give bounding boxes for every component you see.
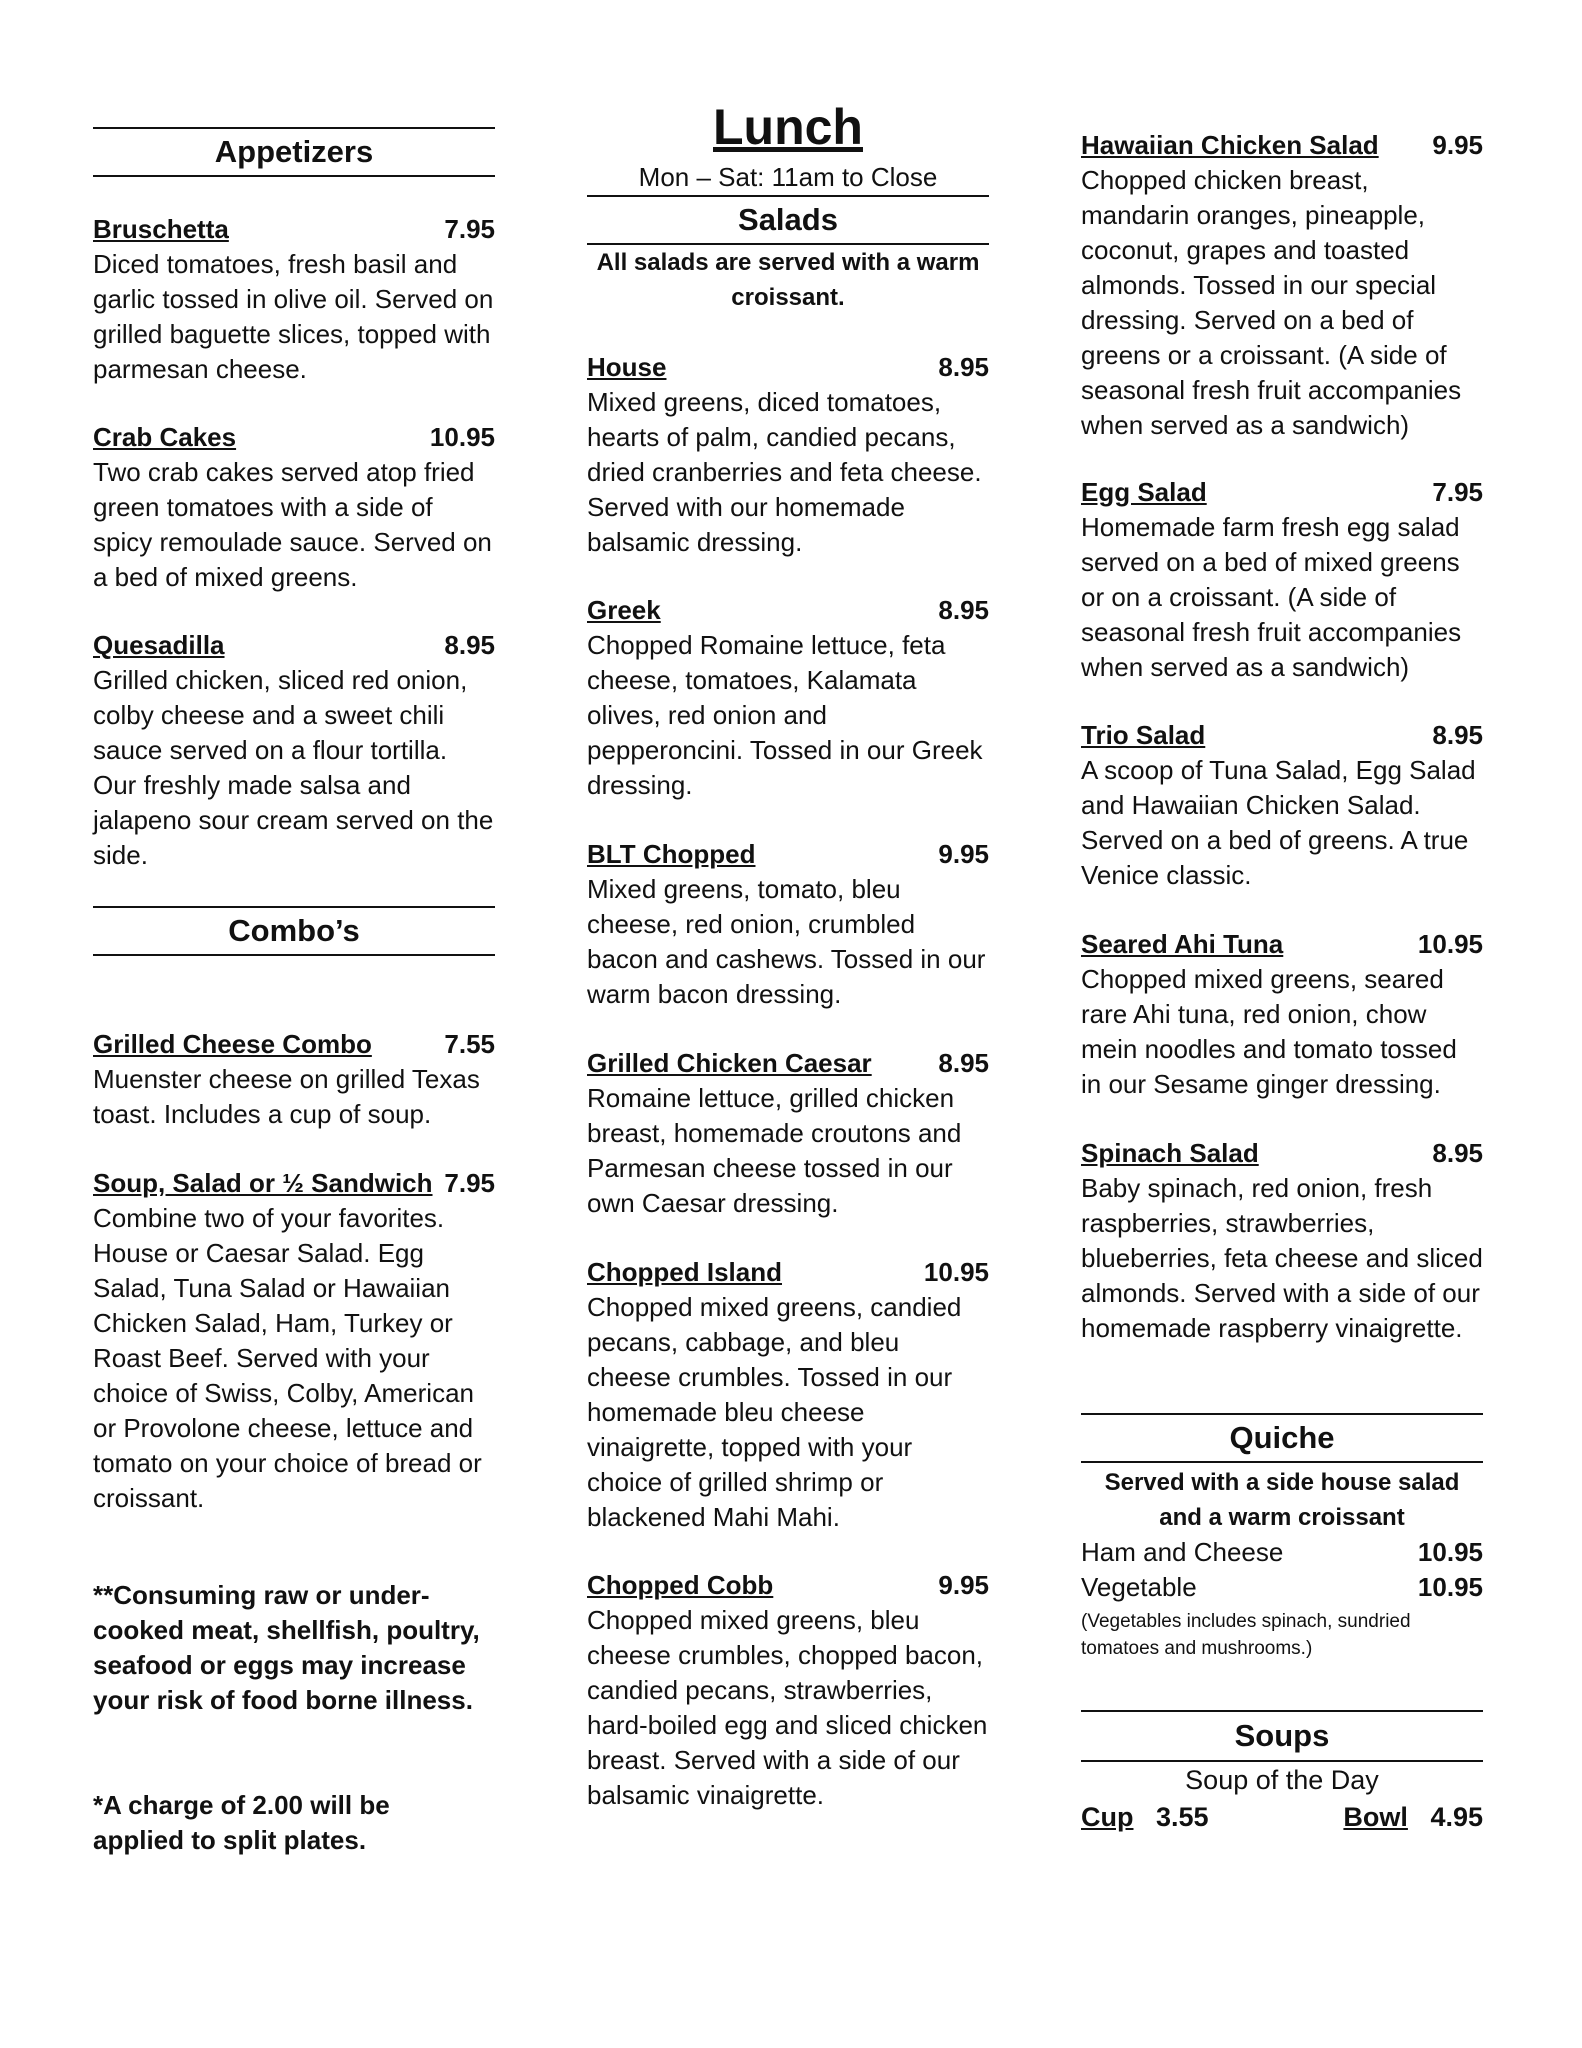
item-name: Greek: [587, 595, 661, 625]
item-desc: Diced tomatoes, fresh basil and garlic tossed in olive oil. Served on grilled baguette slices, topped with parmesan cheese.: [93, 249, 494, 384]
item-desc: Homemade farm fresh egg salad served on a bed of mixed greens or on a croissant. (A side of seasonal fresh fruit accompanies when served as a sandwich): [1081, 512, 1462, 682]
item-desc: Chopped chicken breast, mandarin oranges, pineapple, coconut, grapes and toasted almonds. Tossed in our special dressing. Served on a bed of greens or a croissant. (A side of seasonal fresh fruit accompanies when served as a sandwich): [1081, 165, 1462, 440]
item-desc: Chopped mixed greens, bleu cheese crumbles, chopped bacon, candied pecans, strawberries, hard-boiled egg and sliced chicken breast. Served with a side of our balsamic vinaigrette.: [587, 1605, 988, 1810]
item-name: Seared Ahi Tuna: [1081, 929, 1284, 959]
quiche-item-price: 10.95: [1417, 1537, 1483, 1567]
item-name: Hawaiian Chicken Salad: [1081, 130, 1379, 160]
item-name: Grilled Chicken Caesar: [587, 1048, 872, 1078]
item-desc: Chopped mixed greens, candied pecans, cabbage, and bleu cheese crumbles. Tossed in our homemade bleu cheese vinaigrette, topped with your choice of grilled shrimp or blackened Mahi Mahi.: [587, 1292, 962, 1532]
item-price: 7.95: [1432, 477, 1483, 507]
item-price: 10.95: [429, 422, 495, 452]
item-name: Spinach Salad: [1081, 1138, 1259, 1168]
menu-item: [1081, 927, 1483, 1102]
menu-item: [93, 1166, 495, 1516]
menu-item: [93, 628, 495, 873]
menu-item: [587, 350, 989, 560]
item-name: Chopped Island: [587, 1257, 782, 1287]
item-desc: Baby spinach, red onion, fresh raspberries, strawberries, blueberries, feta cheese and sliced almonds. Served with a side of our homemade raspberry vinaigrette.: [1081, 1173, 1483, 1343]
item-desc: Two crab cakes served atop fried green tomatoes with a side of spicy remoulade sauce. Served on a bed of mixed greens.: [93, 457, 492, 592]
menu-item: [1081, 128, 1483, 443]
quiche-item-price: 10.95: [1417, 1572, 1483, 1602]
item-price: 9.95: [938, 1570, 989, 1600]
soup-prices: [1081, 1802, 1483, 1833]
quiche-item: [1081, 1535, 1483, 1570]
item-price: 8.95: [938, 352, 989, 382]
item-desc: A scoop of Tuna Salad, Egg Salad and Hawaiian Chicken Salad. Served on a bed of greens. A true Venice classic.: [1081, 755, 1476, 890]
item-price: 8.95: [444, 630, 495, 660]
item-name: Soup, Salad or ½ Sandwich: [93, 1168, 433, 1198]
bowl-price: 4.95: [1430, 1802, 1483, 1832]
cup-label: Cup: [1081, 1802, 1134, 1832]
item-price: 9.95: [938, 839, 989, 869]
combos-heading: Combo’s: [93, 906, 495, 956]
item-price: 10.95: [923, 1257, 989, 1287]
menu-item: [93, 420, 495, 595]
page-title: Lunch: [713, 99, 863, 155]
menu-item: [93, 212, 495, 387]
item-name: Trio Salad: [1081, 720, 1206, 750]
appetizers-heading: Appetizers: [93, 127, 495, 177]
item-price: 8.95: [1432, 720, 1483, 750]
menu-item: [587, 593, 989, 803]
item-price: 7.95: [444, 214, 495, 244]
quiche-item: [1081, 1570, 1483, 1605]
item-name: House: [587, 352, 667, 382]
salads-note: All salads are served with a warm croissant.: [596, 249, 980, 311]
item-price: 7.55: [444, 1029, 495, 1059]
quiche-heading: Quiche: [1081, 1413, 1483, 1463]
item-desc: Chopped Romaine lettuce, feta cheese, tomatoes, Kalamata olives, red onion and pepperoncini. Tossed in our Greek dressing.: [587, 630, 983, 800]
split-plate-note: *A charge of 2.00 will be applied to split plates.: [93, 1790, 390, 1855]
menu-item: [1081, 1136, 1483, 1346]
item-name: Bruschetta: [93, 214, 229, 244]
item-name: Quesadilla: [93, 630, 225, 660]
soups-heading: Soups: [1081, 1710, 1483, 1762]
menu-item: [587, 1568, 989, 1813]
item-price: 8.95: [938, 595, 989, 625]
item-desc: Muenster cheese on grilled Texas toast. Includes a cup of soup.: [93, 1064, 480, 1129]
menu-item: [93, 1027, 495, 1132]
item-desc: Mixed greens, diced tomatoes, hearts of palm, candied pecans, dried cranberries and feta cheese. Served with our homemade balsamic dressing.: [587, 387, 982, 557]
item-price: 7.95: [444, 1168, 495, 1198]
menu-item: [1081, 475, 1483, 685]
quiche-note: Served with a side house salad and a warm croissant: [1104, 1469, 1460, 1531]
vegetable-note: (Vegetables includes spinach, sundried tomatoes and mushrooms.): [1081, 1611, 1411, 1659]
soup-of-the-day: Soup of the Day: [1185, 1765, 1379, 1795]
item-desc: Grilled chicken, sliced red onion, colby cheese and a sweet chili sauce served on a flour tortilla. Our freshly made salsa and jalapeno sour cream served on the side.: [93, 665, 494, 870]
item-name: Egg Salad: [1081, 477, 1207, 507]
cup-price: 3.55: [1156, 1802, 1209, 1832]
item-name: Chopped Cobb: [587, 1570, 774, 1600]
bowl-label: Bowl: [1343, 1802, 1408, 1832]
item-desc: Mixed greens, tomato, bleu cheese, red onion, crumbled bacon and cashews. Tossed in our warm bacon dressing.: [587, 874, 986, 1009]
hours: Mon – Sat: 11am to Close: [638, 162, 938, 192]
item-price: 8.95: [938, 1048, 989, 1078]
menu-item: [1081, 718, 1483, 893]
menu-item: [587, 1046, 989, 1221]
raw-food-warning: **Consuming raw or under-cooked meat, shellfish, poultry, seafood or eggs may increase your risk of food borne illness.: [93, 1580, 480, 1715]
item-price: 10.95: [1417, 929, 1483, 959]
menu-item: [587, 1255, 989, 1535]
item-price: 9.95: [1432, 130, 1483, 160]
quiche-item-name: Vegetable: [1081, 1572, 1197, 1602]
menu-item: [587, 837, 989, 1012]
item-name: Grilled Cheese Combo: [93, 1029, 372, 1059]
item-name: Crab Cakes: [93, 422, 237, 452]
quiche-item-name: Ham and Cheese: [1081, 1537, 1284, 1567]
item-desc: Romaine lettuce, grilled chicken breast, homemade croutons and Parmesan cheese tossed in our own Caesar dressing.: [587, 1083, 962, 1218]
item-price: 8.95: [1432, 1138, 1483, 1168]
salads-heading: Salads: [587, 195, 989, 245]
item-desc: Chopped mixed greens, seared rare Ahi tuna, red onion, chow mein noodles and tomato tossed in our Sesame ginger dressing.: [1081, 964, 1457, 1099]
item-desc: Combine two of your favorites. House or Caesar Salad. Egg Salad, Tuna Salad or Hawaiian Chicken Salad, Ham, Turkey or Roast Beef. Served with your choice of Swiss, Colby, American or Provolone cheese, lettuce and tomato on your choice of bread or croissant.: [93, 1203, 482, 1513]
item-name: BLT Chopped: [587, 839, 756, 869]
